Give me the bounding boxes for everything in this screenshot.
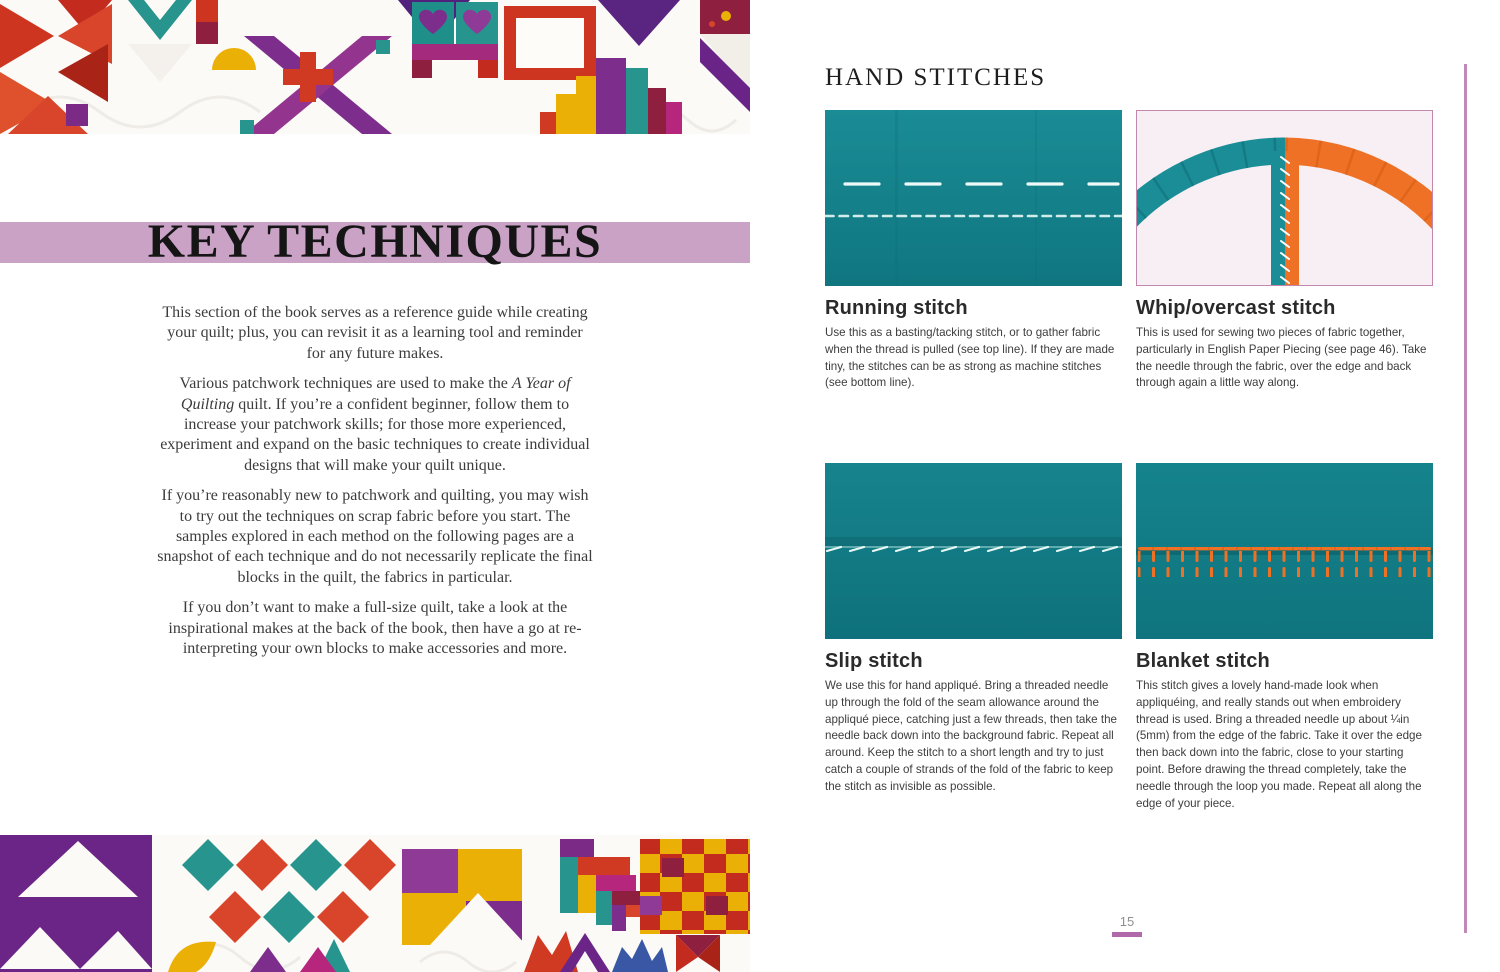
intro-paragraph-2: [157, 374, 593, 476]
intro-paragraph-3: If you’re reasonably new to patchwork and quilting, you may wish to try out the techniques on scrap fabric before you start. The samples explored in each method on the following pages are a snapshot of each technique and do not necessarily replicate the final blocks in the quilt, the fabrics in particular.: [157, 487, 593, 586]
stitch-description: Use this as a basting/tacking stitch, or to gather fabric when the thread is pulled (see top line). If they are made tiny, the stitches can be as strong as machine stitches (see bottom line).: [825, 326, 1115, 390]
running-stitch-photo: [825, 110, 1122, 286]
stitch-name: Blanket stitch: [1136, 650, 1270, 672]
stitch-name: Whip/overcast stitch: [1136, 297, 1336, 319]
paragraph-2-end: quilt. If you’re a confident beginner, follow them to increase your patchwork skills; for those more experienced, experiment and expand on the basic techniques to create individual designs that will make your quilt unique.: [160, 395, 590, 474]
quilt-photo-top: [0, 0, 750, 134]
intro-paragraph-4: If you don’t want to make a full-size quilt, take a look at the inspirational makes at the back of the book, then have a go at re-interpreting your own blocks to make accessories and more.: [168, 599, 582, 658]
page-title: KEY TECHNIQUES: [147, 215, 603, 268]
whip-stitch-art: [1137, 111, 1432, 285]
quilt-bottom-art: [0, 835, 750, 972]
intro-text: [157, 303, 593, 670]
page-edge-rule: [1464, 64, 1467, 933]
whip-stitch-photo: [1136, 110, 1433, 286]
stitch-description: This is used for sewing two pieces of fabric together, particularly in English Paper Piecing (see page 46). Take the needle through the fabric, over the edge and back through again a little way along.: [1136, 326, 1427, 390]
page-number-bar: [1112, 932, 1142, 937]
stitch-card-slip: [825, 463, 1122, 796]
blanket-stitch-art: [1136, 463, 1433, 639]
slip-stitch-photo: [825, 463, 1122, 639]
book-title-italic: A Year of Quilting: [180, 375, 571, 413]
slip-stitch-art: [825, 463, 1122, 639]
page-number-text: 15: [1119, 914, 1135, 929]
stitch-name: Running stitch: [825, 297, 968, 319]
key-techniques-banner: [0, 215, 750, 268]
stitch-card-whip: [1136, 110, 1433, 392]
blanket-stitch-photo: [1136, 463, 1433, 639]
stitch-name: Slip stitch: [825, 650, 923, 672]
paragraph-2-start: Various patchwork techniques are used to make the: [179, 375, 512, 393]
stitch-card-running: [825, 110, 1122, 392]
stitch-description: This stitch gives a lovely hand-made look when appliquéing, and really stands out when embroidery thread is used. Bring a threaded needle up about ¼in (5mm) from the edge of the fabric. Take it over the edge then back down into the fabric, close to your starting point. Before drawing the thread completely, take the needle through the loop you made. Repeat all along the edge of your piece.: [1136, 679, 1422, 810]
intro-paragraph-1: This section of the book serves as a reference guide while creating your quilt; plus, you can revisit it as a learning tool and reminder for any future makes.: [162, 304, 588, 362]
stitch-card-blanket: [1136, 463, 1433, 812]
stitch-description: We use this for hand appliqué. Bring a threaded needle up through the fold of the seam allowance around the appliqué piece, catching just a few threads, then take the needle back down into the background fabric. Repeat all around. Keep the stitch to a short length and try to just catch a couple of strands of the fold of the fabric to keep the stitch as invisible as possible.: [825, 679, 1117, 793]
running-stitch-art: [825, 110, 1122, 286]
quilt-top-art: [0, 0, 750, 134]
quilt-photo-bottom: [0, 835, 750, 972]
section-title: HAND STITCHES: [825, 64, 1047, 91]
right-page: [750, 0, 1500, 972]
page-number: [1107, 914, 1147, 937]
